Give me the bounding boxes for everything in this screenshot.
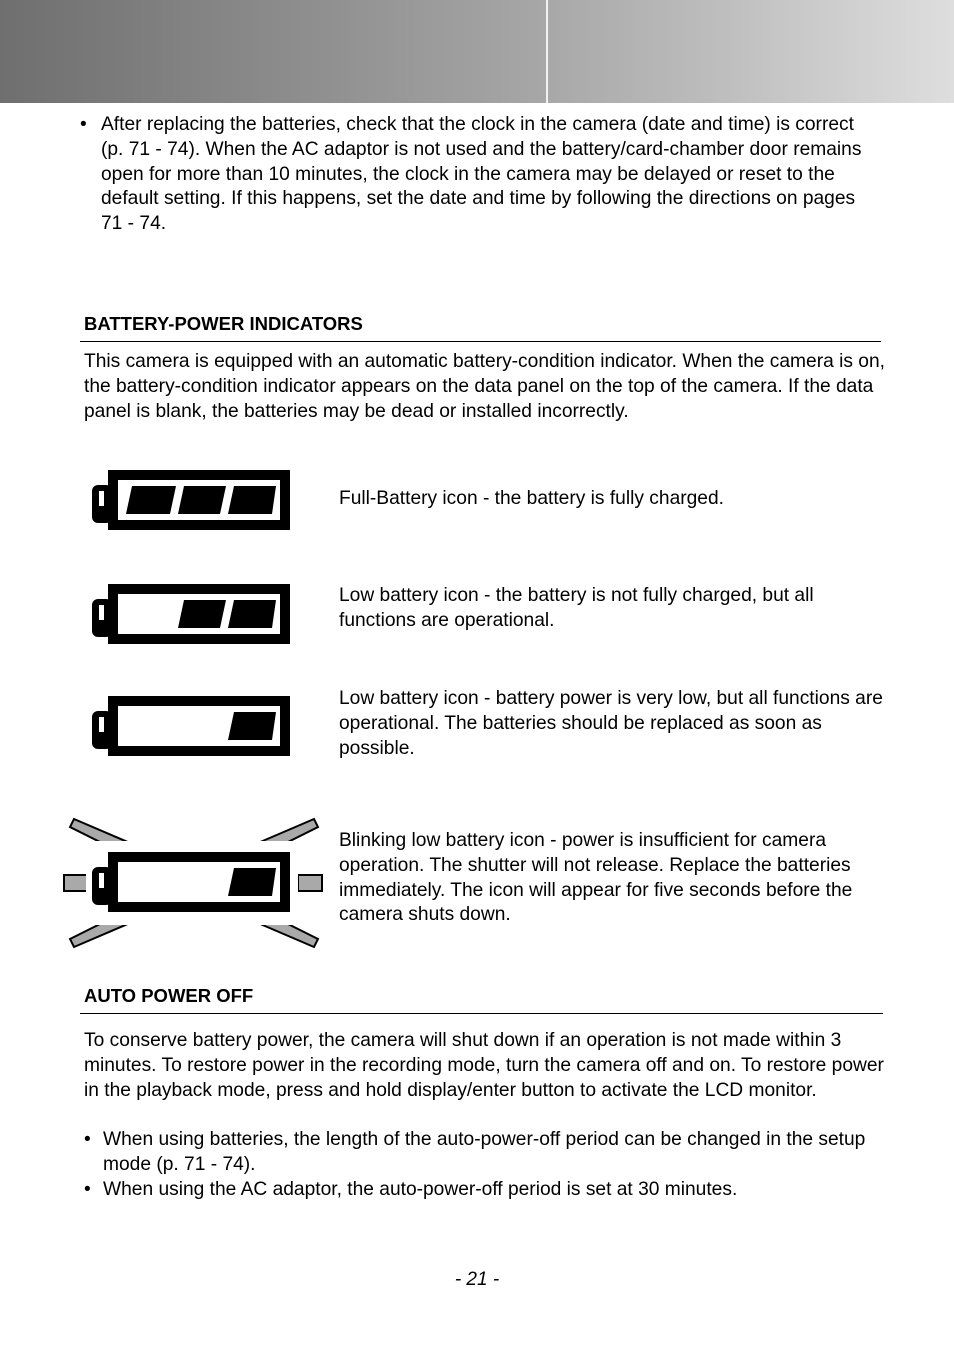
- battery-section-body: This camera is equipped with an automatic battery-condition indicator. When the camera is on, the battery-condition indicator appears on the data panel on the top of the camera. If the data panel is blank, the batteries may be dead or installed incorrectly.: [84, 351, 885, 422]
- low-battery-description: Low battery icon - the battery is not fully charged, but all functions are operational.: [339, 585, 814, 631]
- low-battery-icon: [88, 582, 292, 646]
- auto-power-bullet-2: When using the AC adaptor, the auto-power-off period is set at 30 minutes.: [103, 1179, 738, 1200]
- section-title-battery-power: BATTERY-POWER INDICATORS: [84, 313, 363, 334]
- auto-power-bullet-1-symbol: •: [84, 1129, 91, 1150]
- auto-power-bullet-2-symbol: •: [84, 1179, 91, 1200]
- section-rule-battery: [80, 341, 881, 342]
- section-rule-auto-power: [80, 1013, 883, 1014]
- intro-text: After replacing the batteries, check that the clock in the camera (date and time) is correct (p. 71 - 74). When the AC adaptor is not used and the battery/card-chamber door remains open for more than 10 minutes, the clock in the camera may be delayed or reset to the default setting. If this happens, set the date and time by following the directions on pages 71 - 74.: [101, 114, 862, 235]
- auto-power-bullet-1: When using batteries, the length of the auto-power-off period can be changed in the setup mode (p. 71 - 74).: [103, 1129, 866, 1175]
- page-number: - 21 -: [454, 1269, 500, 1290]
- auto-power-body: To conserve battery power, the camera will shut down if an operation is not made within 3 minutes. To restore power in the recording mode, turn the camera off and on. To restore power in the playback mode, press and hold display/enter button to activate the LCD monitor.: [84, 1030, 884, 1101]
- blinking-low-battery-icon: [62, 813, 326, 953]
- very-low-battery-icon: [88, 694, 292, 758]
- blinking-battery-description: Blinking low battery icon - power is insufficient for camera operation. The shutter will not release. Replace the batteries immediately. The icon will appear for five seconds before the camera shuts down.: [339, 830, 853, 926]
- very-low-battery-description: Low battery icon - battery power is very low, but all functions are operational. The batteries should be replaced as soon as possible.: [339, 688, 883, 759]
- full-battery-description: Full-Battery icon - the battery is fully charged.: [339, 488, 724, 509]
- intro-bullet: •: [80, 114, 87, 135]
- header-band: [0, 0, 954, 103]
- section-title-auto-power-off: AUTO POWER OFF: [84, 985, 254, 1006]
- header-divider: [546, 0, 548, 103]
- full-battery-icon: [88, 468, 292, 532]
